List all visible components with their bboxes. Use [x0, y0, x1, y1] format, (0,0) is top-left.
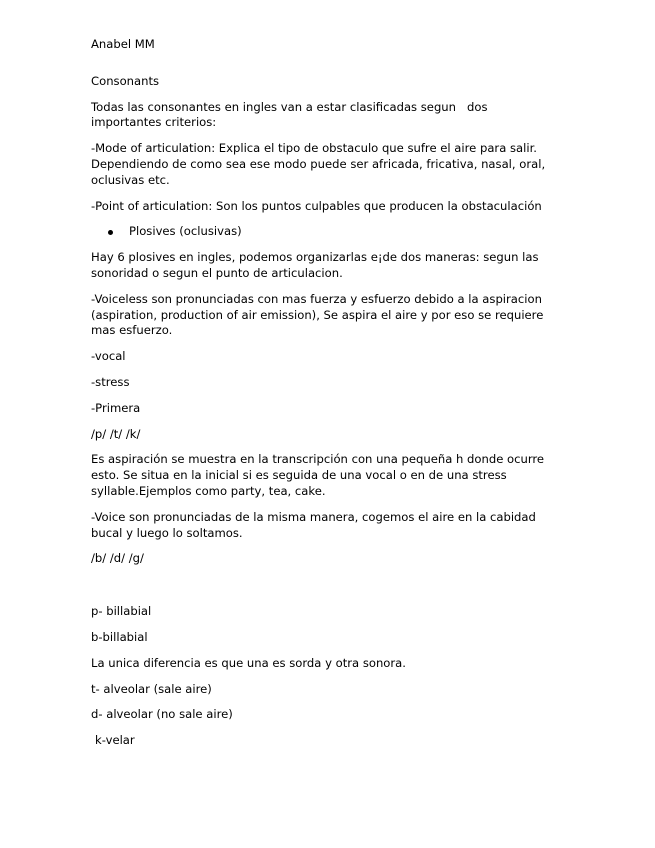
paragraph-mode-of-articulation: -Mode of articulation: Explica el tipo de obstaculo que sufre el aire para salir. Dependiendo de como sea ese modo puede ser africada, fricativa, nasal, oral, oclusivas etc. [91, 141, 549, 187]
paragraph-t-alveolar: t- alveolar (sale aire) [91, 681, 212, 696]
paragraph-b-billabial: b-billabial [91, 629, 148, 644]
paragraph-vocal: -vocal [91, 349, 126, 364]
paragraph-k-velar: k-velar [95, 733, 135, 748]
paragraph-voiceless: -Voiceless son pronunciadas con mas fuerza y esfuerzo debido a la aspiracion (aspiration, production of air emission), Se aspira el aire y por eso se requiere mas esfuerzo. [91, 291, 548, 338]
list-item [91, 224, 561, 240]
bullet-icon [108, 230, 113, 235]
paragraph-six-plosives: Hay 6 plosives en ingles, podemos organizarlas e¡de dos maneras: segun las sonoridad o segun el punto de articulacion. [91, 250, 543, 280]
paragraph-primera: -Primera [91, 400, 141, 415]
list-item-label: Plosives (oclusivas) [129, 224, 242, 239]
document-heading: Consonants [91, 73, 160, 88]
paragraph-p-billabial: p- billabial [91, 604, 152, 619]
author-name: Anabel MM [91, 37, 155, 51]
paragraph-stress: -stress [91, 374, 130, 389]
paragraph-voice-symbols: /b/ /d/ /g/ [91, 551, 144, 566]
paragraph-difference: La unica diferencia es que una es sorda y otra sonora. [91, 655, 406, 670]
paragraph-intro: Todas las consonantes en ingles van a estar clasificadas segun dos importantes criterios: [91, 99, 492, 130]
paragraph-d-alveolar: d- alveolar (no sale aire) [91, 707, 233, 722]
paragraph-voiceless-symbols: /p/ /t/ /k/ [91, 426, 141, 441]
paragraph-aspiration: Es aspiración se muestra en la transcripción con una pequeña h donde ocurre esto. Se situa en la inicial si es seguida de una vocal o en de una stress syllable.Ejemplos como party, tea, cake. [91, 452, 548, 498]
document-page [91, 37, 561, 759]
paragraph-voice: -Voice son pronunciadas de la misma manera, cogemos el aire en la cabidad bucal y luego lo soltamos. [91, 509, 540, 540]
paragraph-point-of-articulation: -Point of articulation: Son los puntos culpables que producen la obstaculación [91, 198, 542, 213]
bullet-list [91, 224, 561, 240]
